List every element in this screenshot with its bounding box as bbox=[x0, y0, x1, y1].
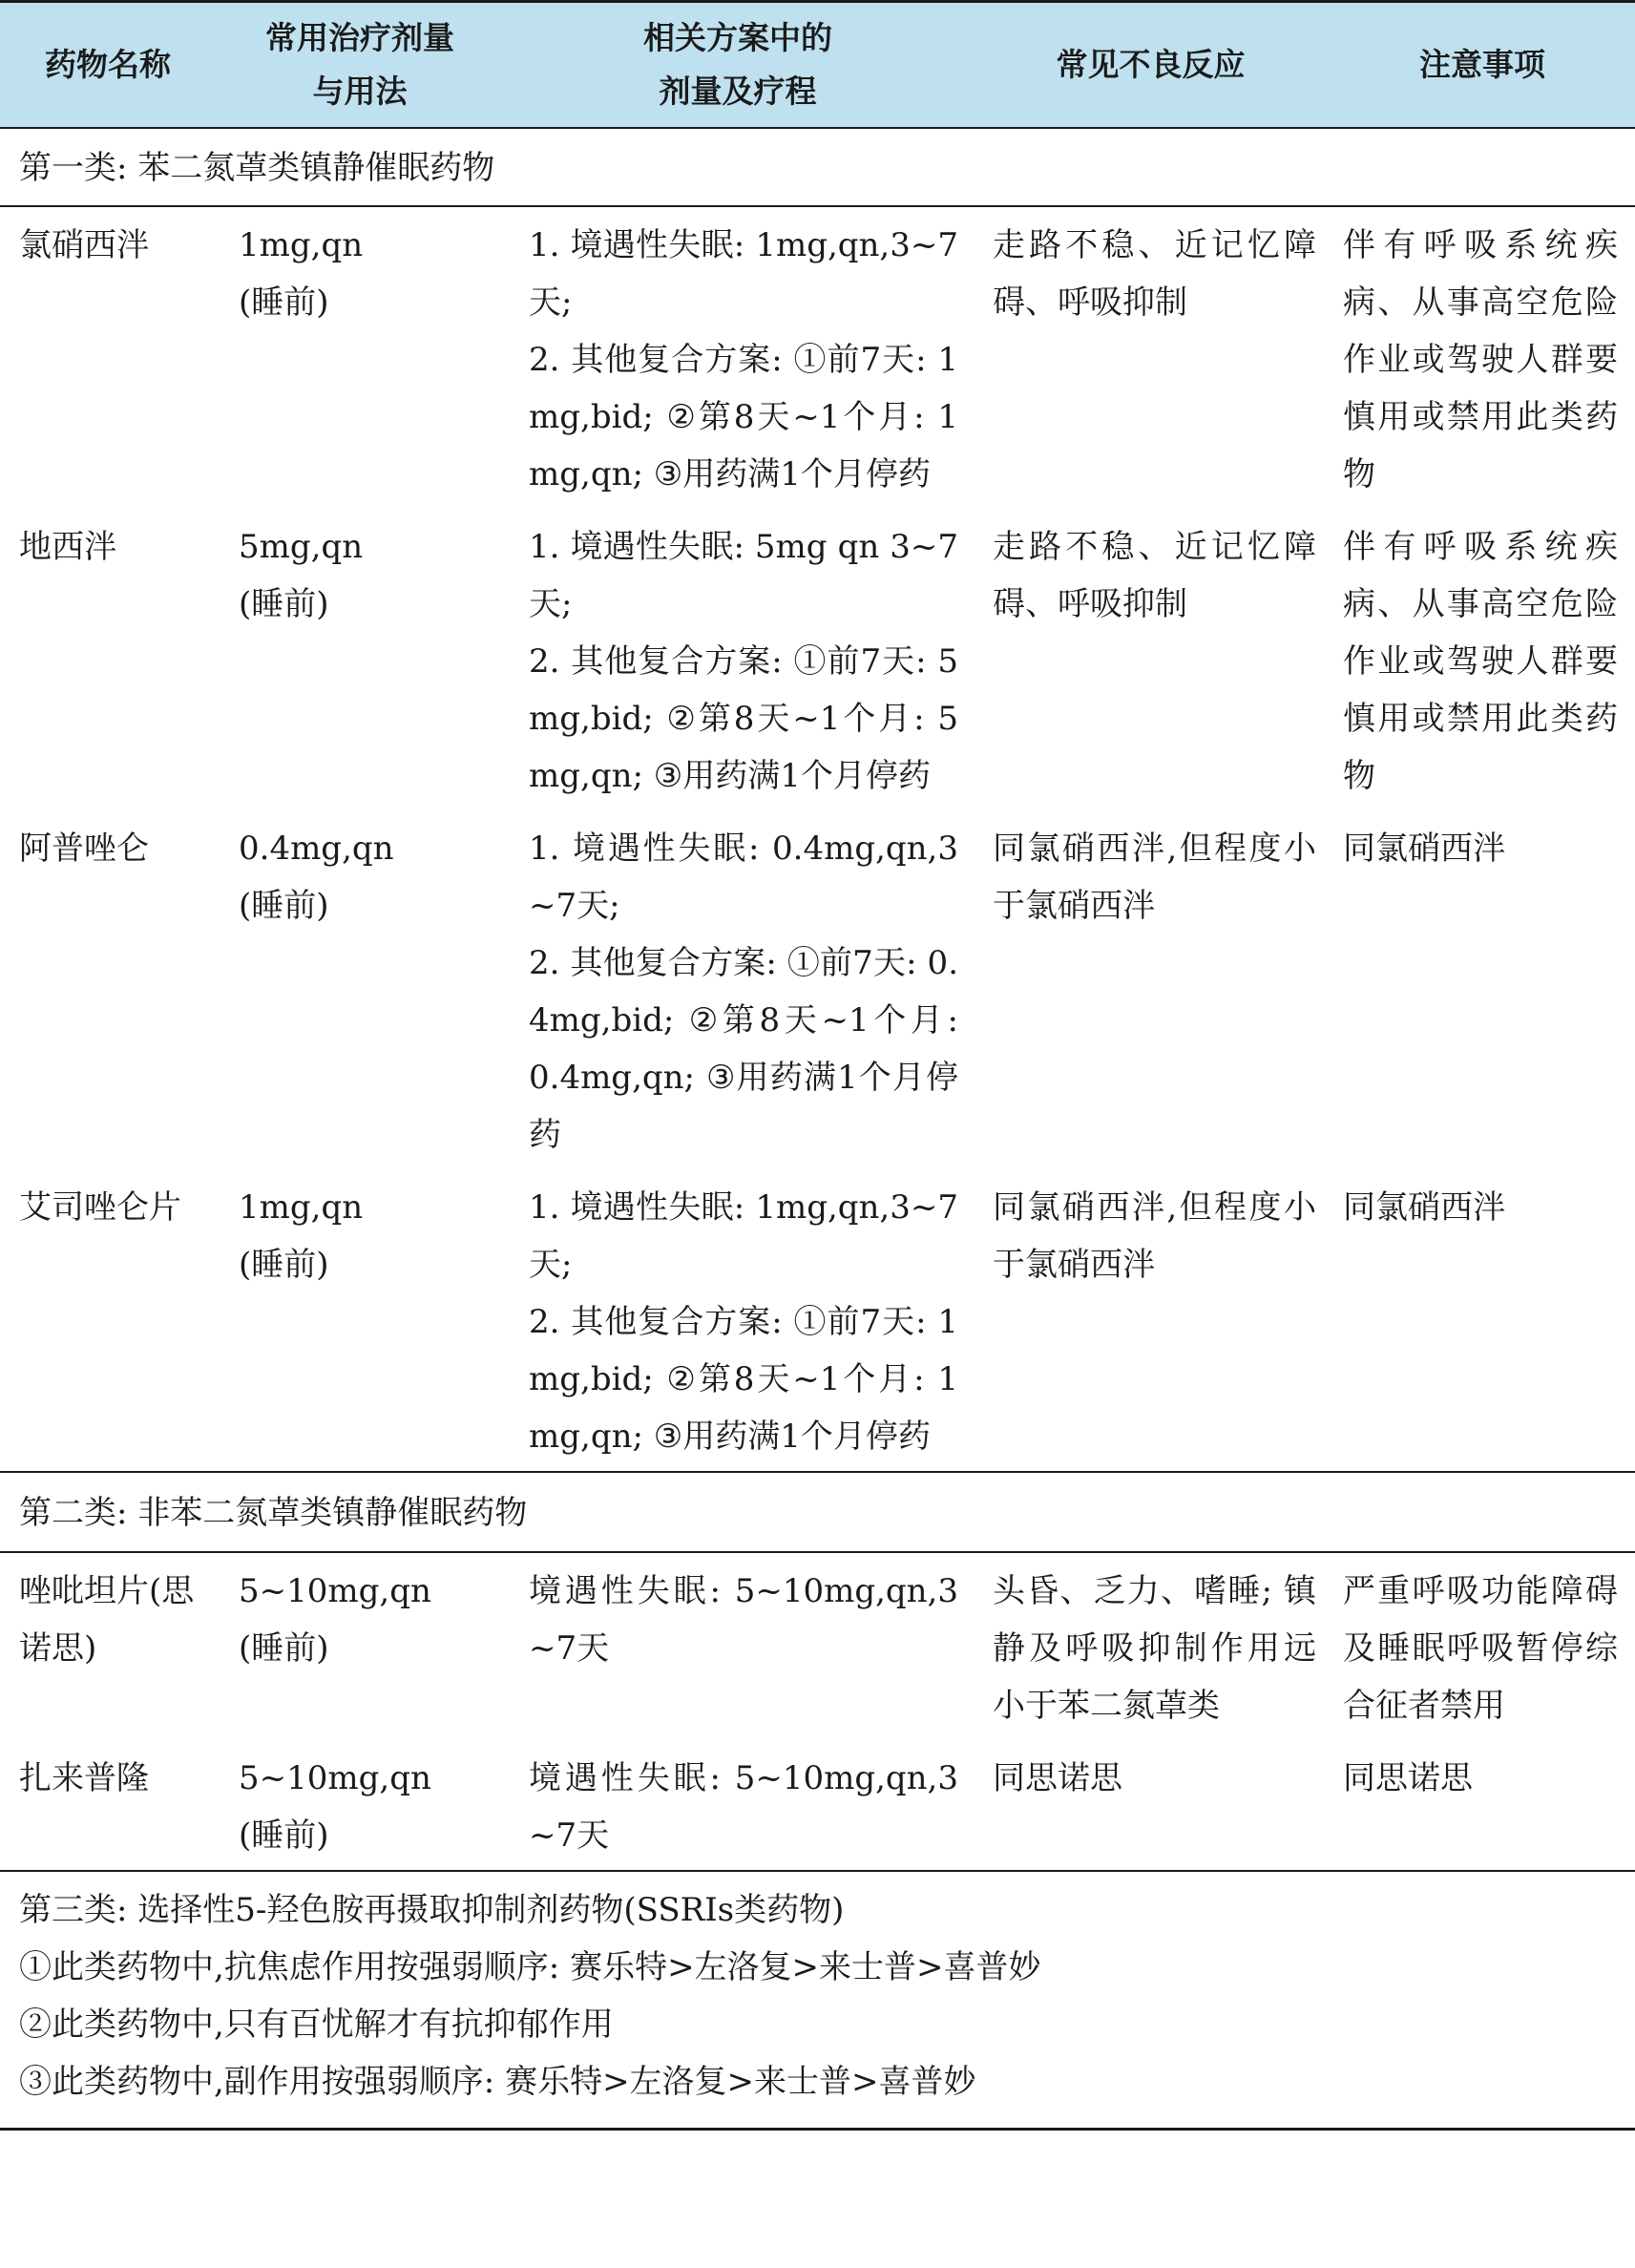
adverse-cell: 头昏、乏力、嗜睡; 镇静及呼吸抑制作用远小于苯二氮䓬类 bbox=[993, 1571, 1316, 1725]
header-dose-line: 常用治疗剂量 bbox=[265, 18, 454, 56]
adverse-cell: 同思诺思 bbox=[993, 1758, 1122, 1797]
drug-name: 阿普唑仑 bbox=[19, 829, 149, 868]
regimen-cell bbox=[504, 810, 972, 1169]
regimen-item: 1. 境遇性失眠: 5mg qn 3~7天; bbox=[529, 527, 958, 623]
drug-name: 氯硝西泮 bbox=[19, 225, 149, 264]
dose-cell bbox=[216, 1169, 504, 1472]
category-row bbox=[0, 1472, 1635, 1552]
dose-line: 5mg,qn bbox=[239, 527, 364, 566]
regimen-item: 境遇性失眠: 5~10mg,qn,3~7天 bbox=[529, 1758, 958, 1855]
adverse-cell: 走路不稳、近记忆障碍、呼吸抑制 bbox=[993, 527, 1316, 623]
dose-cell bbox=[216, 810, 504, 1169]
notes-cell: 伴有呼吸系统疾病、从事高空危险作业或驾驶人群要慎用或禁用此类药物 bbox=[1343, 225, 1618, 494]
regimen-item: 1. 境遇性失眠: 1mg,qn,3~7天; bbox=[529, 1187, 958, 1284]
dose-cell bbox=[216, 1740, 504, 1871]
regimen-item: 2. 其他复合方案: ①前7天: 5mg,bid; ②第8天~1个月: 5mg,qn; ③用药满1个月停药 bbox=[529, 641, 958, 795]
dose-line: 5~10mg,qn bbox=[239, 1571, 431, 1610]
note-line: ②此类药物中,只有百忧解才有抗抑郁作用 bbox=[19, 2005, 614, 2044]
table-header-row bbox=[0, 2, 1635, 128]
notes-cell: 伴有呼吸系统疾病、从事高空危险作业或驾驶人群要慎用或禁用此类药物 bbox=[1343, 527, 1618, 795]
notes-cell: 同氯硝西泮 bbox=[1343, 1187, 1505, 1227]
table-row bbox=[0, 1740, 1635, 1871]
regimen-item: 2. 其他复合方案: ①前7天: 1mg,bid; ②第8天~1个月: 1mg,qn; ③用药满1个月停药 bbox=[529, 340, 958, 494]
header-drug-name: 药物名称 bbox=[0, 2, 216, 128]
table-row bbox=[0, 509, 1635, 810]
note-line: ③此类药物中,副作用按强弱顺序: 赛乐特>左洛复>来士普>喜普妙 bbox=[19, 2062, 976, 2101]
dose-line: (睡前) bbox=[239, 1245, 329, 1284]
regimen-cell bbox=[504, 1552, 972, 1740]
category-title: 第二类: 非苯二氮䓬类镇静催眠药物 bbox=[0, 1472, 1635, 1552]
header-dose-usage bbox=[216, 2, 504, 128]
adverse-cell: 同氯硝西泮,但程度小于氯硝西泮 bbox=[993, 829, 1316, 925]
table-row bbox=[0, 206, 1635, 509]
regimen-item: 2. 其他复合方案: ①前7天: 1mg,bid; ②第8天~1个月: 1mg,qn; ③用药满1个月停药 bbox=[529, 1302, 958, 1456]
dose-cell bbox=[216, 509, 504, 810]
dose-line: 1mg,qn bbox=[239, 225, 364, 264]
category-notes-row bbox=[0, 1871, 1635, 2130]
adverse-cell: 同氯硝西泮,但程度小于氯硝西泮 bbox=[993, 1187, 1316, 1284]
dose-line: 1mg,qn bbox=[239, 1187, 364, 1227]
header-dose-line: 与用法 bbox=[312, 72, 408, 110]
dose-line: (睡前) bbox=[239, 283, 329, 322]
table-row bbox=[0, 810, 1635, 1169]
category-title: 第三类: 选择性5-羟色胺再摄取抑制剂药物(SSRIs类药物) bbox=[19, 1890, 845, 1929]
header-regimen-line: 剂量及疗程 bbox=[659, 72, 817, 110]
dose-line: (睡前) bbox=[239, 584, 329, 623]
regimen-cell bbox=[504, 1169, 972, 1472]
header-regimen-line: 相关方案中的 bbox=[643, 18, 832, 56]
dose-line: (睡前) bbox=[239, 1628, 329, 1668]
regimen-item: 2. 其他复合方案: ①前7天: 0.4mg,bid; ②第8天~1个月: 0.4mg,qn; ③用药满1个月停药 bbox=[529, 943, 958, 1154]
category-title: 第一类: 苯二氮䓬类镇静催眠药物 bbox=[0, 128, 1635, 206]
drug-name: 唑吡坦片(思诺思) bbox=[19, 1571, 195, 1668]
note-line: ①此类药物中,抗焦虑作用按强弱顺序: 赛乐特>左洛复>来士普>喜普妙 bbox=[19, 1947, 1041, 1986]
notes-cell: 同思诺思 bbox=[1343, 1758, 1473, 1797]
category-notes-block bbox=[0, 1871, 1635, 2130]
header-precautions: 注意事项 bbox=[1330, 2, 1635, 128]
notes-cell: 严重呼吸功能障碍及睡眠呼吸暂停综合征者禁用 bbox=[1343, 1571, 1618, 1725]
dose-cell bbox=[216, 206, 504, 509]
regimen-item: 1. 境遇性失眠: 1mg,qn,3~7天; bbox=[529, 225, 958, 322]
drug-name: 艾司唑仑片 bbox=[19, 1187, 181, 1227]
drug-name: 地西泮 bbox=[19, 527, 116, 566]
regimen-cell bbox=[504, 1740, 972, 1871]
dose-line: 5~10mg,qn bbox=[239, 1758, 431, 1797]
regimen-cell bbox=[504, 206, 972, 509]
dose-cell bbox=[216, 1552, 504, 1740]
drug-name: 扎来普隆 bbox=[19, 1758, 149, 1797]
dose-line: (睡前) bbox=[239, 1816, 329, 1855]
table-row bbox=[0, 1169, 1635, 1472]
dose-line: 0.4mg,qn bbox=[239, 829, 394, 868]
regimen-cell bbox=[504, 509, 972, 810]
header-regimen bbox=[504, 2, 972, 128]
table-row bbox=[0, 1552, 1635, 1740]
adverse-cell: 走路不稳、近记忆障碍、呼吸抑制 bbox=[993, 225, 1316, 322]
regimen-item: 1. 境遇性失眠: 0.4mg,qn,3~7天; bbox=[529, 829, 958, 925]
header-adverse-reactions: 常见不良反应 bbox=[972, 2, 1330, 128]
category-row bbox=[0, 128, 1635, 206]
notes-cell: 同氯硝西泮 bbox=[1343, 829, 1505, 868]
dose-line: (睡前) bbox=[239, 886, 329, 925]
regimen-item: 境遇性失眠: 5~10mg,qn,3~7天 bbox=[529, 1571, 958, 1668]
